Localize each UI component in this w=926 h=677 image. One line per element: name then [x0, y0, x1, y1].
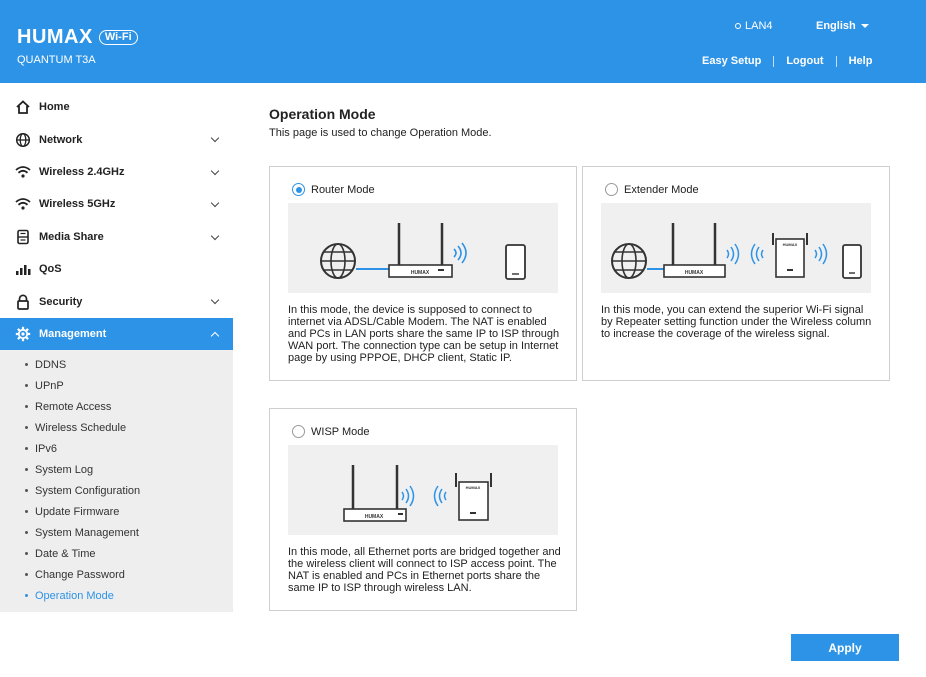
svg-text:HUMAX: HUMAX [684, 270, 704, 276]
lan-status [735, 20, 773, 32]
management-submenu [0, 350, 233, 612]
svg-text:HUMAX: HUMAX [364, 514, 384, 520]
sidebar-item-management[interactable] [0, 318, 233, 350]
sidebar-item-wireless-24[interactable] [0, 156, 233, 188]
svg-text:HUMAX: HUMAX [465, 485, 481, 490]
sidebar-item-label: Home [39, 101, 70, 114]
bullet-icon [25, 552, 28, 555]
sidebar-item-label: Network [39, 133, 83, 146]
submenu-item-system-log[interactable] [0, 459, 233, 480]
wisp-mode-radio[interactable] [292, 425, 305, 438]
wifi-waves-icon [727, 244, 763, 264]
bullet-icon [25, 384, 28, 387]
easy-setup-link[interactable]: Easy Setup [702, 55, 762, 67]
top-header [0, 0, 926, 83]
chevron-down-icon [211, 199, 219, 207]
brand [17, 26, 138, 66]
bullet-icon [25, 573, 28, 576]
submenu-item-label: UPnP [35, 379, 64, 392]
svg-text:HUMAX: HUMAX [782, 242, 798, 247]
globe-icon [14, 131, 32, 149]
bullet-icon [25, 489, 28, 492]
submenu-item-label: System Log [35, 463, 94, 476]
divider [836, 56, 837, 67]
gear-icon [14, 325, 32, 343]
chevron-down-icon [861, 24, 869, 28]
chevron-up-icon [211, 331, 219, 339]
chevron-down-icon [211, 167, 219, 175]
extender-mode-description: In this mode, you can extend the superior Wi-Fi signal by Repeater setting function under the Wireless column to increase the coverage of the wireless signal. [601, 304, 872, 340]
sidebar-item-label: QoS [39, 263, 62, 276]
chevron-down-icon [211, 231, 219, 239]
submenu-item-ddns[interactable] [0, 354, 233, 375]
sidebar-item-media-share[interactable] [0, 221, 233, 253]
router-mode-card[interactable] [269, 166, 577, 381]
wifi-waves-icon [402, 486, 446, 506]
router-device-icon [389, 223, 452, 277]
sidebar-item-label: Security [39, 295, 83, 308]
wifi-waves-icon [815, 244, 827, 264]
bullet-icon [25, 363, 28, 366]
main-content [233, 83, 926, 677]
router-mode-illustration [288, 203, 558, 293]
submenu-item-label: System Configuration [35, 484, 141, 497]
submenu-item-label: Change Password [35, 568, 125, 581]
router-mode-label: Router Mode [311, 183, 375, 196]
extender-mode-label: Extender Mode [624, 183, 699, 196]
router-mode-option[interactable] [292, 183, 375, 196]
bullet-icon [25, 594, 28, 597]
wisp-mode-option[interactable] [292, 425, 370, 438]
submenu-item-change-password[interactable] [0, 564, 233, 585]
submenu-item-label: IPv6 [35, 442, 58, 455]
submenu-item-update-firmware[interactable] [0, 501, 233, 522]
wisp-mode-label: WISP Mode [311, 425, 370, 438]
router-device-icon [344, 465, 406, 521]
sidebar-item-label: Wireless 5GHz [39, 198, 116, 211]
extender-device-icon [456, 473, 491, 520]
globe-icon [612, 244, 646, 278]
submenu-item-label: System Management [35, 526, 139, 539]
sidebar-item-security[interactable] [0, 285, 233, 317]
phone-icon [506, 245, 525, 279]
sidebar-item-network[interactable] [0, 123, 233, 155]
submenu-item-label: Date & Time [35, 547, 96, 560]
submenu-item-system-configuration[interactable] [0, 480, 233, 501]
submenu-item-upnp[interactable] [0, 375, 233, 396]
chevron-down-icon [211, 296, 219, 304]
bullet-icon [25, 468, 28, 471]
lock-icon [14, 293, 32, 311]
bullet-icon [25, 510, 28, 513]
home-icon [14, 98, 32, 116]
humax-logo: HUMAX [17, 26, 93, 48]
router-mode-radio[interactable] [292, 183, 305, 196]
language-label: English [816, 20, 856, 32]
sidebar-item-label: Media Share [39, 230, 104, 243]
header-links [702, 55, 872, 67]
sidebar [0, 83, 233, 677]
extender-mode-card[interactable] [582, 166, 890, 381]
language-select[interactable] [816, 20, 869, 32]
page-description: This page is used to change Operation Mode. [269, 127, 492, 139]
page-title: Operation Mode [269, 106, 376, 122]
wifi-waves-icon [454, 243, 466, 263]
wisp-mode-card[interactable] [269, 408, 577, 611]
extender-mode-illustration [601, 203, 871, 293]
chevron-down-icon [211, 134, 219, 142]
submenu-item-date-time[interactable] [0, 543, 233, 564]
submenu-item-ipv6[interactable] [0, 438, 233, 459]
globe-icon [321, 244, 355, 278]
bullet-icon [25, 447, 28, 450]
bullet-icon [25, 426, 28, 429]
wisp-mode-description: In this mode, all Ethernet ports are bridged together and the wireless client will connect to ISP access point. The NAT is enabled and PCs in Ethernet ports share the same IP to ISP through wireless LAN. [288, 546, 561, 594]
apply-button[interactable]: Apply [791, 634, 899, 661]
model-name: QUANTUM T3A [17, 54, 96, 66]
svg-text:HUMAX: HUMAX [410, 270, 430, 276]
sidebar-item-label: Wireless 2.4GHz [39, 165, 125, 178]
lan-status-dot-icon [735, 23, 741, 29]
extender-mode-option[interactable] [605, 183, 699, 196]
sidebar-item-label: Management [39, 327, 107, 340]
submenu-item-operation-mode[interactable] [0, 585, 233, 606]
wifi-icon [14, 195, 32, 213]
storage-icon [14, 228, 32, 246]
sidebar-item-wireless-5[interactable] [0, 188, 233, 220]
submenu-item-label: Operation Mode [35, 589, 114, 602]
submenu-item-label: Wireless Schedule [35, 421, 127, 434]
bar-chart-icon [14, 260, 32, 278]
extender-device-icon [773, 233, 807, 277]
wifi-icon [14, 163, 32, 181]
submenu-item-label: Update Firmware [35, 505, 120, 518]
bullet-icon [25, 405, 28, 408]
logout-link[interactable]: Logout [786, 55, 824, 67]
sidebar-item-home[interactable] [0, 91, 233, 123]
wifi-badge: Wi-Fi [99, 30, 138, 45]
wisp-mode-illustration [288, 445, 558, 535]
lan-status-label: LAN4 [745, 20, 773, 32]
submenu-item-label: Remote Access [35, 400, 112, 413]
extender-mode-radio[interactable] [605, 183, 618, 196]
divider [773, 56, 774, 67]
submenu-item-wireless-schedule[interactable] [0, 417, 233, 438]
router-device-icon [664, 223, 725, 277]
bullet-icon [25, 531, 28, 534]
router-mode-description: In this mode, the device is supposed to connect to internet via ADSL/Cable Modem. The NAT is enabled and PCs in LAN ports share the same IP to ISP through WAN port. The connection type can be setup in Internet page by using PPPOE, DHCP client, Static IP. [288, 304, 560, 364]
submenu-item-remote-access[interactable] [0, 396, 233, 417]
submenu-item-system-management[interactable] [0, 522, 233, 543]
help-link[interactable]: Help [848, 55, 873, 67]
phone-icon [843, 245, 861, 278]
sidebar-item-qos[interactable] [0, 253, 233, 285]
submenu-item-label: DDNS [35, 358, 67, 371]
